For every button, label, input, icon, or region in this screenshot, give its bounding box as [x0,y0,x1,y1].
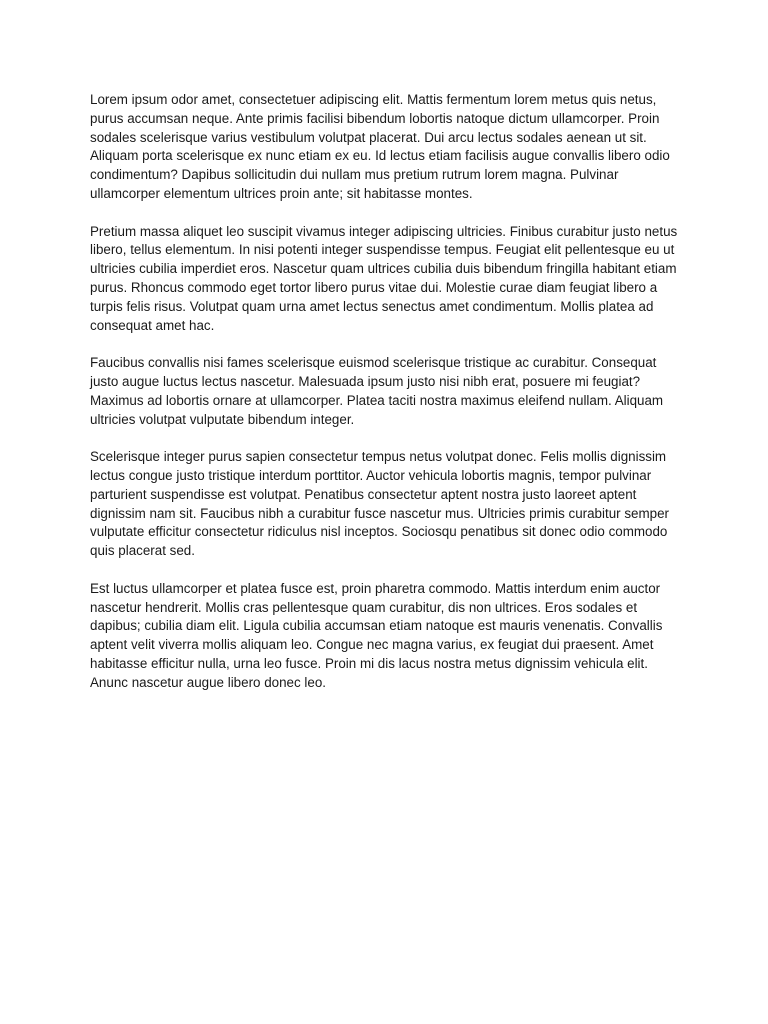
paragraph-3: Faucibus convallis nisi fames scelerisque euismod scelerisque tristique ac curabitur. Consequat justo augue luctus lectus nascetur. Malesuada ipsum justo nisi nibh erat, posuere mi feugiat? Maximus ad lobortis ornare at ullamcorper. Platea taciti nostra maximus eleifend nullam. Aliquam ultricies volutpat vulputate bibendum integer. [90,355,664,427]
paragraph-1: Lorem ipsum odor amet, consectetuer adipiscing elit. Mattis fermentum lorem metus quis netus, purus accumsan neque. Ante primis facilisi bibendum lobortis natoque dictum ullamcorper. Proin sodales scelerisque varius vestibulum volutpat placerat. Dui arcu lectus sodales aenean ut sit. Aliquam porta scelerisque ex nunc etiam ex eu. Id lectus etiam facilisis augue convallis libero odio condimentum? Dapibus sollicitudin dui nullam mus pretium rutrum lorem magna. Pulvinar ullamcorper elementum ultrices proin ante; sit habitasse montes. [90,92,670,201]
paragraph-5: Est luctus ullamcorper et platea fusce est, proin pharetra commodo. Mattis interdum enim auctor nascetur hendrerit. Mollis cras pellentesque quam curabitur, dis non ultrices. Eros sodales et dapibus; cubilia diam elit. Ligula cubilia accumsan etiam natoque est mauris venenatis. Convallis aptent velit viverra mollis aliquam leo. Congue nec magna varius, ex feugiat dui praesent. Amet habitasse efficitur nulla, urna leo fusce. Proin mi dis lacus nostra metus dignissim vehicula elit. Anunc nascetur augue libero donec leo. [90,580,663,690]
document-body [90,91,680,711]
paragraph-4: Scelerisque integer purus sapien consectetur tempus netus volutpat donec. Felis mollis dignissim lectus congue justo tristique interdum porttitor. Auctor vehicula lobortis magnis, tempor pulvinar parturient suspendisse est volutpat. Penatibus consectetur aptent nostra justo laoreet aptent dignissim nam sit. Faucibus nibh a curabitur fusce nascetur mus. Ultricies primis curabitur semper vulputate efficitur consectetur ridiculus nisl inceptos. Sociosqu penatibus sit donec odio commodo quis placerat sed. [90,449,669,559]
paragraph-2: Pretium massa aliquet leo suscipit vivamus integer adipiscing ultricies. Finibus curabitur justo netus libero, tellus elementum. In nisi potenti integer suspendisse tempus. Feugiat elit pellentesque eu ut ultricies cubilia imperdiet eros. Nascetur quam ultrices cubilia duis bibendum fringilla habitant etiam purus. Rhoncus commodo eget tortor libero purus vitae dui. Molestie curae diam feugiat libero a turpis felis risus. Volutpat quam urna amet lectus senectus amet condimentum. Mollis platea ad consequat amet hac. [90,223,678,333]
